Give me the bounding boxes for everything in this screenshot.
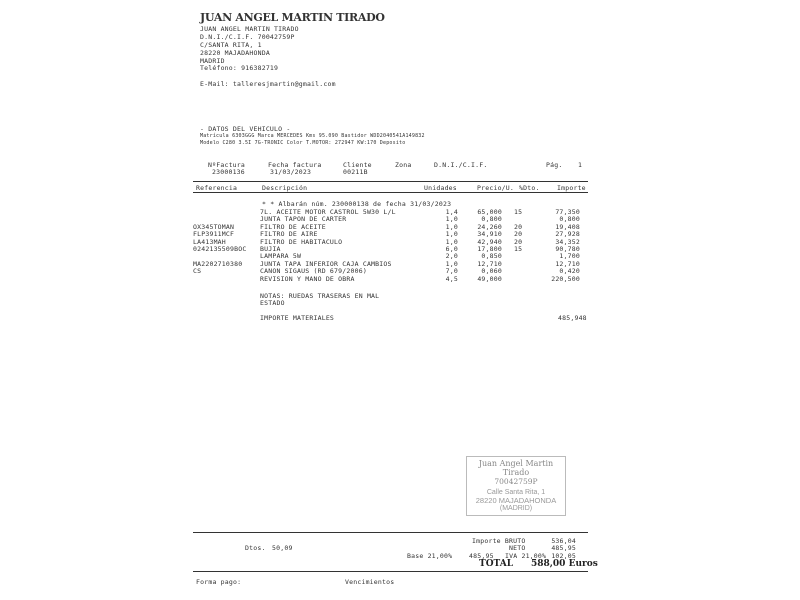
gross-value: 536,04 — [551, 537, 576, 545]
cell-description: CANON SIGAUS (RD 679/2006) — [260, 267, 367, 276]
due-dates-label: Vencimientos — [345, 578, 395, 586]
cell-price: 42,940 — [477, 237, 502, 246]
stamp-street: Calle Santa Rita, 1 — [486, 489, 546, 496]
cell-amount: 90,780 — [555, 245, 580, 253]
cell-price: 24,260 — [477, 222, 502, 231]
discount-value: 50,09 — [272, 544, 293, 552]
cell-description: FILTRO DE ACEITE — [260, 222, 326, 231]
cell-price: 49,000 — [477, 274, 502, 283]
cell-amount: 1,700 — [559, 252, 580, 261]
cell-reference: LA413MAH — [193, 237, 226, 246]
vat-label: IVA 21,00% — [505, 552, 547, 560]
company-city: 28220 MAJADAHONDA — [200, 49, 270, 57]
label-dni: D.N.I./C.I.F. — [434, 161, 488, 169]
cell-units: 2,0 — [445, 252, 458, 261]
cell-discount: 20 — [514, 222, 523, 231]
cell-reference: OX345TOMAN — [193, 222, 235, 231]
cell-units: 1,4 — [445, 208, 458, 216]
col-amount: Importe — [557, 184, 586, 192]
cell-description: REVISION Y MANO DE OBRA — [260, 274, 355, 283]
col-description: Descripción — [262, 184, 308, 192]
company-stamp — [466, 456, 566, 516]
cell-reference: 0242135509BOC — [193, 245, 247, 253]
col-price: Precio/U. — [477, 184, 515, 192]
cell-price: 0,060 — [481, 267, 502, 276]
cell-description: 7L. ACEITE MOTOR CASTROL 5W30 L/L — [260, 208, 396, 216]
materials-value: 485,948 — [558, 314, 587, 322]
stamp-city: 28220 MAJADAHONDA — [475, 496, 557, 505]
cell-amount: 0,420 — [559, 267, 580, 276]
company-region: MADRID — [200, 57, 225, 65]
totals-top-rule — [193, 532, 588, 533]
cell-reference: MA2202710380 — [193, 259, 243, 268]
cell-price: 0,850 — [481, 252, 502, 261]
cell-units: 4,5 — [445, 274, 458, 283]
cell-units: 1,0 — [445, 237, 458, 246]
col-units: Unidades — [424, 184, 457, 192]
cell-amount: 27,928 — [555, 230, 580, 239]
total-label: TOTAL — [479, 559, 514, 569]
cell-units: 7,0 — [445, 267, 458, 276]
notes-line2: ESTADO — [260, 299, 285, 307]
cell-description: LAMPARA 5W — [260, 252, 302, 261]
cell-price: 12,710 — [477, 259, 502, 268]
cell-units: 1,0 — [445, 222, 458, 231]
company-name-bold: JUAN ANGEL MARTIN TIRADO — [200, 11, 385, 24]
label-invoice-date: Fecha factura — [268, 161, 322, 169]
company-email: E-Mail: talleresjmartin@gmail.com — [200, 80, 336, 88]
base-label: Base 21,00% — [407, 552, 453, 560]
cell-units: 1,0 — [445, 259, 458, 268]
cell-amount: 77,350 — [555, 208, 580, 216]
label-page: Pág. — [546, 161, 563, 169]
table-header-rule — [193, 192, 588, 193]
cell-reference: FLP3911MCF — [193, 230, 235, 239]
cell-description: BUJIA — [260, 245, 281, 253]
table-top-rule — [193, 181, 588, 182]
company-street: C/SANTA RITA, 1 — [200, 41, 262, 49]
cell-price: 34,910 — [477, 230, 502, 239]
cell-amount: 220,500 — [551, 274, 580, 283]
cell-discount: 15 — [514, 245, 523, 253]
vehicle-line1: Matrícula 6303GGG Marca MERCEDES Kms 95.090 Bastidor WDD2040541A149832 — [200, 133, 425, 139]
value-invoice-number: 23000136 — [212, 168, 245, 176]
cell-amount: 34,352 — [555, 237, 580, 246]
cell-description: FILTRO DE HABITACULO — [260, 237, 343, 246]
cell-description: JUNTA TAPON DE CARTER — [260, 215, 347, 224]
cell-amount: 19,408 — [555, 222, 580, 231]
stamp-dni: 70042759P — [494, 477, 538, 486]
cell-price: 17,800 — [477, 245, 502, 253]
stamp-name: Juan Angel Martin Tirado — [478, 459, 554, 477]
stamp-region: (MADRID) — [499, 505, 533, 512]
cell-amount: 12,710 — [555, 259, 580, 268]
notes-line1: NOTAS: RUEDAS TRASERAS EN MAL — [260, 292, 380, 300]
total-value: 588,00 Euros — [531, 559, 598, 569]
net-value: 485,95 — [551, 544, 576, 552]
cell-description: FILTRO DE AIRE — [260, 230, 318, 239]
cell-price: 65,000 — [477, 208, 502, 216]
cell-discount: 20 — [514, 230, 523, 239]
value-invoice-date: 31/03/2023 — [270, 168, 312, 176]
vat-value: 102,05 — [551, 552, 576, 560]
label-zone: Zona — [395, 161, 412, 169]
value-page: 1 — [578, 161, 583, 169]
company-dni: D.N.I./C.I.F. 70042759P — [200, 33, 295, 41]
cell-amount: 0,800 — [559, 215, 580, 224]
company-name: JUAN ANGEL MARTIN TIRADO — [200, 25, 299, 33]
cell-units: 1,0 — [445, 215, 458, 224]
totals-bottom-rule — [193, 571, 588, 572]
label-client: Cliente — [343, 161, 372, 169]
cell-description: JUNTA TAPA INFERIOR CAJA CAMBIOS — [260, 259, 392, 268]
col-discount: %Dto. — [519, 184, 540, 192]
vehicle-line2: Modelo C280 3.5I 7G-TRONIC Color T.MOTOR: 272947 KW:170 Deposito — [200, 140, 406, 146]
net-label: NETO — [509, 544, 526, 552]
cell-discount: 15 — [514, 208, 523, 216]
albaran-line: * * Albarán núm. 230000138 de fecha 31/03/2023 — [262, 200, 452, 208]
value-client: 00211B — [343, 168, 368, 176]
cell-price: 0,800 — [481, 215, 502, 224]
materials-label: IMPORTE MATERIALES — [260, 314, 335, 322]
payment-method-label: Forma pago: — [196, 578, 242, 586]
cell-units: 1,0 — [445, 230, 458, 239]
label-invoice-number: NºFactura — [208, 161, 246, 169]
cell-discount: 20 — [514, 237, 523, 246]
col-reference: Referencia — [196, 184, 238, 192]
company-phone: Teléfono: 916382719 — [200, 64, 279, 72]
base-value: 485,95 — [469, 552, 494, 560]
cell-units: 6,0 — [445, 245, 458, 253]
discount-label: Dtos. — [245, 544, 266, 552]
cell-reference: CS — [193, 267, 202, 276]
gross-label: Importe BRUTO — [472, 537, 526, 545]
vehicle-title: - DATOS DEL VEHICULO - — [200, 125, 291, 133]
